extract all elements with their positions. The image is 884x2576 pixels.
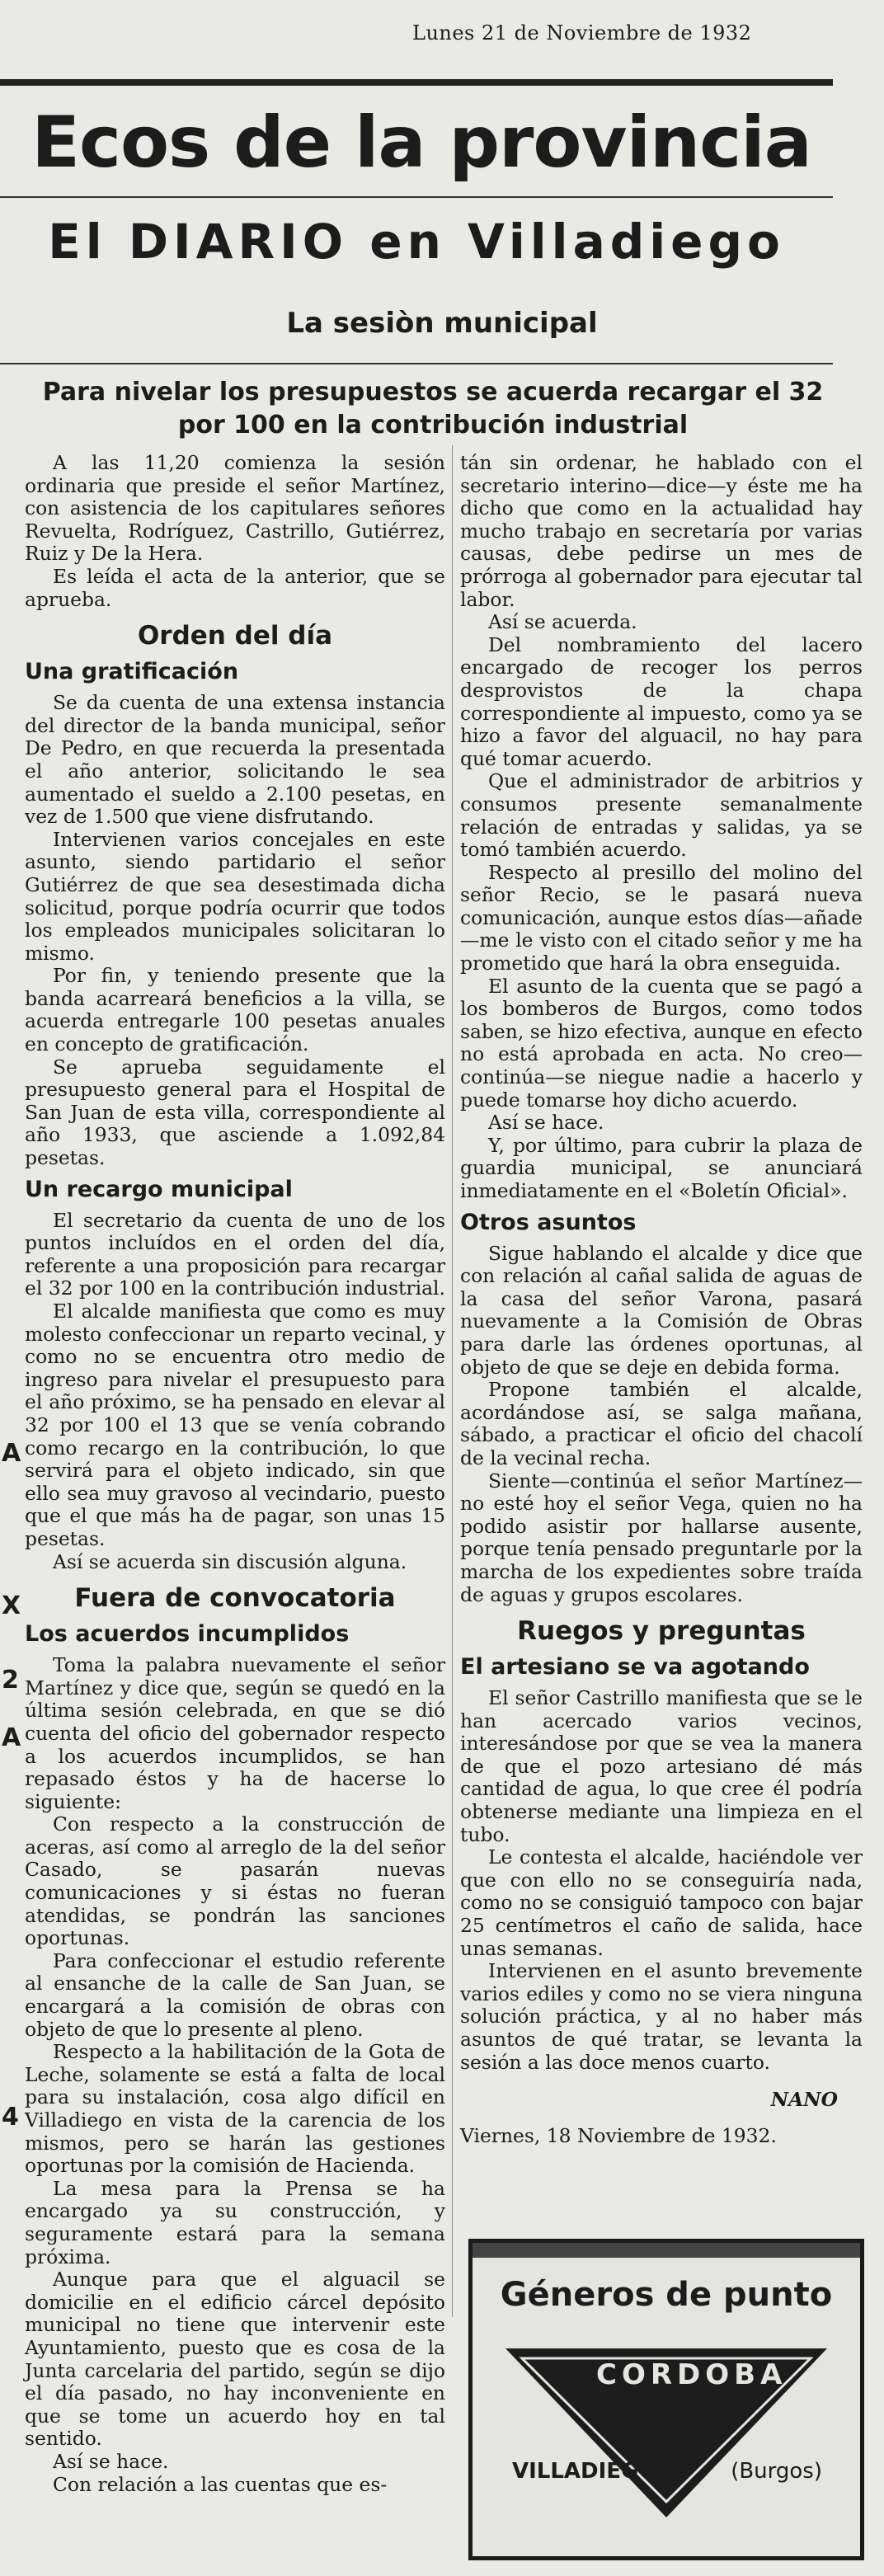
paragraph: Propone también el alcalde, acordándose así, se salga mañana, sábado, a practicar el oficio del chacolí de la vecinal recha. bbox=[460, 1378, 863, 1469]
running-head: Lunes 21 de Noviembre de 1932 bbox=[412, 21, 752, 45]
column-divider bbox=[452, 445, 453, 2317]
paragraph: El señor Castrillo manifiesta que se le han acercado varios vecinos, interesándose por que se vea la manera de que el pozo artesiano dé más cantidad de agua, lo que cree él podría obtenerse mediante una limpieza en el tubo. bbox=[460, 1686, 863, 1846]
heading-recargo: Un recargo municipal bbox=[25, 1176, 293, 1202]
column-left bbox=[25, 452, 445, 2496]
heading-acuerdos: Los acuerdos incumplidos bbox=[25, 1621, 350, 1648]
heading-otros-asuntos: Otros asuntos bbox=[460, 1209, 637, 1235]
paragraph: Respecto al presillo del molino del señor Recio, se le pasará nueva comunicación, aunque estos días—añade—me le visto con el citado señor y me ha prometido que hará la obra enseguida. bbox=[460, 860, 863, 975]
margin-mark: X bbox=[2, 1591, 21, 1620]
paragraph: Así se acuerda. bbox=[488, 610, 637, 634]
paragraph: Del nombramiento del lacero encargado de recoger los perros desprovistos de la chapa correspondiente al impuesto, como ya se hizo a favor del alguacil, no hay para qué tomar acuerdo. bbox=[460, 632, 863, 770]
paragraph: Así se hace. bbox=[53, 2449, 169, 2473]
paragraph: tán sin ordenar, he hablado con el secretario interino—dice—y éste me ha dicho que como en la actualidad hay mucho trabajo en secretaría por varias causas, debe pedirse un mes de prórroga al gobernador para ejecutar tal labor. bbox=[460, 451, 863, 611]
advertisement bbox=[468, 2239, 864, 2560]
paragraph: Siente—continúa el señor Martínez—no esté hoy el señor Vega, quien no ha podido asistir por hallarse ausente, porque tenía pensado preguntarle por la marcha de los expedientes sobre traída de aguas y grupos escolares. bbox=[460, 1469, 863, 1606]
subhead: El DIARIO en Villadiego bbox=[48, 214, 785, 270]
paragraph: Le contesta el alcalde, haciéndole ver que con ello no se conseguiría nada, como no se consiguió tampoco con bajar 25 centímetros el caño de salida, hace unas semanas. bbox=[460, 1845, 863, 1960]
margin-mark: A bbox=[2, 1723, 21, 1752]
paragraph: Intervienen varios concejales en este asunto, siendo partidario el señor Gutiérrez de que sea desestimada dicha solicitud, porque podría ocurrir que todos los empleados municipales solicitaran lo mismo. bbox=[25, 827, 445, 965]
headline-rule bbox=[0, 363, 833, 364]
paragraph: Para confeccionar el estudio referente al ensanche de la calle de San Juan, se encargará a la comisión de obras con objeto de que lo presente al pleno. bbox=[25, 1948, 445, 2041]
paragraph: Sigue hablando el alcalde y dice que con relación al cañal salida de aguas de la casa del señor Varona, pasará nuevamente a la Comisión de Obras para darle las órdenes oportunas, al objeto de que se deje en debida forma. bbox=[460, 1241, 863, 1379]
heading-convocatoria: Fuera de convocatoria bbox=[74, 1583, 396, 1614]
heading-ruegos: Ruegos y preguntas bbox=[517, 1616, 806, 1647]
paragraph: El secretario da cuenta de uno de los puntos incluídos en el orden del día, referente a una proposición para recargar el 32 por 100 en la contribución industrial. bbox=[25, 1208, 445, 1300]
margin-mark: 4 bbox=[2, 2103, 19, 2132]
paragraph: Se da cuenta de una extensa instancia del director de la banda municipal, señor De Pedro, en que recuerda la presentada el año anterior, solicitando le sea aumentado el sueldo a 2.100 pesetas, en vez de 1.500 que viene disfrutando. bbox=[25, 691, 445, 829]
top-rule bbox=[0, 79, 833, 86]
paragraph: Por fin, y teniendo presente que la banda acarreará beneficios a la villa, se acuerda entregarle 100 pesetas anuales en concepto de gratificación. bbox=[25, 964, 445, 1056]
heading-gratificacion: Una gratificación bbox=[25, 659, 239, 685]
heading-orden-del-dia: Orden del día bbox=[137, 621, 333, 651]
paragraph: A las 11,20 comienza la sesión ordinaria que preside el señor Martínez, con asistencia de los capitulares señores Revuelta, Rodríguez, Castrillo, Gutiérrez, Ruiz y De la Hera. bbox=[25, 451, 445, 566]
dateline: Viernes, 18 Noviembre de 1932. bbox=[460, 2123, 777, 2147]
paragraph: Intervienen en el asunto brevemente varios ediles y como no se viera ninguna solución práctica, y al no haber más asuntos de qué tratar, se levanta la sesión a las doce menos cuarto. bbox=[460, 1959, 863, 2074]
paragraph: Aunque para que el alguacil se domicilie en el edificio cárcel depósito municipal no tiene que intervenir este Ayuntamiento, puesto que es cosa de la Junta carcelaria del partido, según se dijo el día pasado, no hay inconveniente en que se tome un acuerdo hoy en tal sentido. bbox=[25, 2268, 445, 2451]
margin-mark: 2 bbox=[2, 1666, 19, 1695]
ad-brand: CORDOBA bbox=[596, 2358, 788, 2391]
paragraph: Con respecto a la construcción de aceras, así como al arreglo de la del señor Casado, se pasarán nuevas comunicaciones y si éstas no fueran atendidas, se pondrán las sanciones oportunas. bbox=[25, 1812, 445, 1950]
paragraph: Y, por último, para cubrir la plaza de guardia municipal, se anunciará inmediatamente en el «Boletín Oficial». bbox=[460, 1133, 863, 1202]
ad-title: Géneros de punto bbox=[500, 2276, 833, 2314]
paragraph: El alcalde manifiesta que como es muy molesto confeccionar un reparto vecinal, y como no se encuentra otro medio de ingreso para nivelar el presupuesto para el año próximo, se ha pensado en elevar al 32 por 100 el 13 que se venía cobrando como recargo en la contribución, lo que servirá para el objeto indicado, sin que ello sea muy gravoso al vecindario, puesto que el que más ha de pagar, son unas 15 pesetas. bbox=[25, 1300, 445, 1550]
paragraph: Respecto a la habilitación de la Gota de Leche, solamente se está a falta de local para su instalación, cosa algo difícil en Villadiego en vista de la carencia de los mismos, pero se harán las gestiones oportunas por la comisión de Hacienda. bbox=[25, 2040, 445, 2178]
margin-mark: A bbox=[2, 1439, 21, 1468]
paragraph: Es leída el acta de la anterior, que se aprueba. bbox=[25, 564, 445, 611]
paragraph: Así se acuerda sin discusión alguna. bbox=[53, 1549, 407, 1573]
paragraph: Toma la palabra nuevamente el señor Martínez y dice que, según se quedó en la última sesión celebrada, en que se dió cuenta del oficio del gobernador respecto a los acuerdos incumplidos, se han repasado éstos y ha de hacerse lo siguiente: bbox=[25, 1653, 445, 1813]
ad-border bbox=[473, 2243, 860, 2258]
section-title: La sesiòn municipal bbox=[286, 307, 598, 340]
ad-region: (Burgos) bbox=[731, 2459, 822, 2484]
headline: Para nivelar los presupuestos se acuerda recargar el 32 por 100 en la contribución industrial bbox=[42, 378, 824, 440]
paragraph: Así se hace. bbox=[488, 1111, 604, 1135]
paragraph: La mesa para la Prensa se ha encargado ya su construcción, y seguramente estará para la semana próxima. bbox=[25, 2176, 445, 2268]
ad-place: VILLADIEGO bbox=[512, 2459, 657, 2484]
signature: NANO bbox=[770, 2088, 838, 2112]
heading-artesiano: El artesiano se va agotando bbox=[460, 1654, 810, 1681]
column-right bbox=[460, 452, 863, 2147]
masthead-rule bbox=[0, 196, 833, 198]
paragraph: Que el administrador de arbitrios y consumos presente semanalmente relación de entradas y salidas, ya se tomó también acuerdo. bbox=[460, 769, 863, 862]
paragraph: Se aprueba seguidamente el presupuesto general para el Hospital de San Juan de esta villa, correspondiente al año 1933, que asciende a 1.092,84 pesetas. bbox=[25, 1055, 445, 1170]
paragraph: Con relación a las cuentas que es- bbox=[53, 2472, 388, 2496]
masthead: Ecos de la provincia bbox=[31, 101, 811, 184]
paragraph: El asunto de la cuenta que se pagó a los bomberos de Burgos, como todos saben, se hizo efectiva, aunque en efecto no está aprobada en acta. No creo—continúa—se niegue nadie a hacerlo y puede tomarse hoy dicho acuerdo. bbox=[460, 974, 863, 1112]
